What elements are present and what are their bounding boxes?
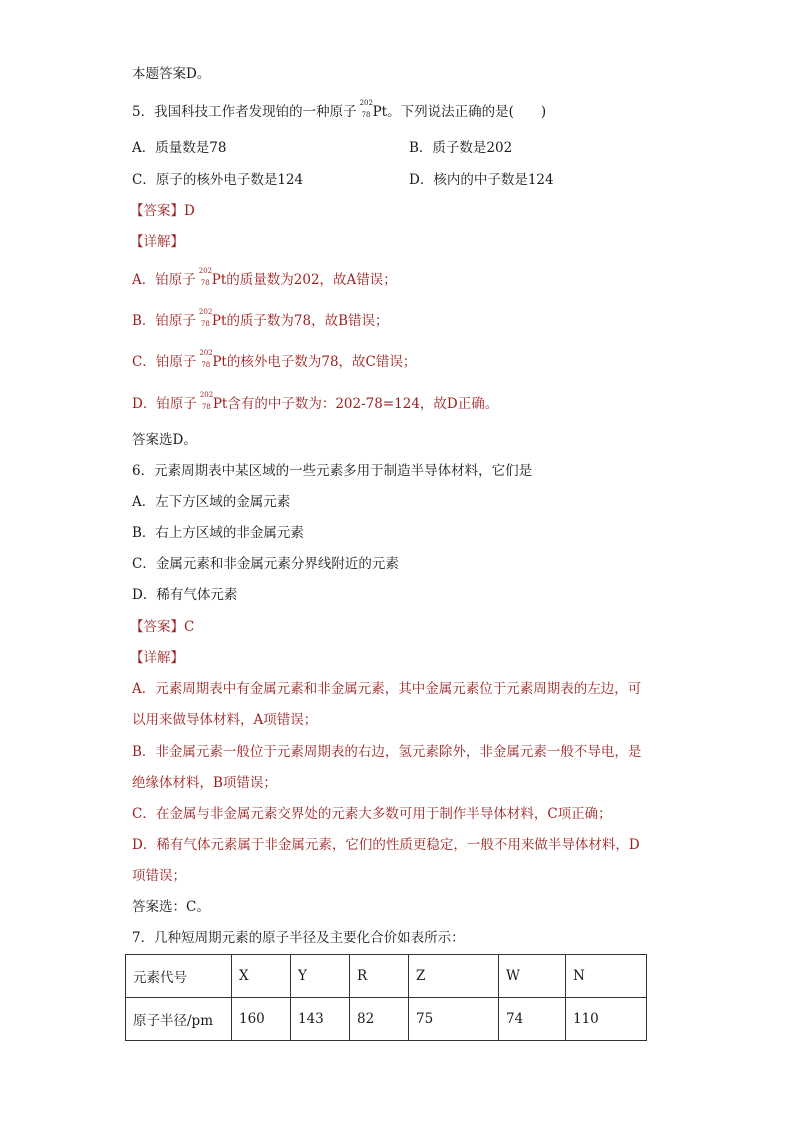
q5-stem [132,99,547,121]
q6-explain-line: 项错误； [132,868,186,884]
q6-explain-line: 绝缘体材料，B项错误； [132,775,277,791]
q7-stem: 7．几种短周期元素的原子半径及主要化合价如表所示： [132,930,465,946]
table-cell: 143 [291,998,350,1041]
table-cell: N [566,955,647,998]
q5-explain-c: C．铂原子 202 78 Pt的核外电子数为78，故C错误； [132,349,417,370]
q6-final-answer: 答案选：C。 [132,899,210,915]
q6-option-c[interactable]: C．金属元素和非金属元素分界线附近的元素 [132,556,399,572]
q6-explain-line: A．元素周期表中有金属元素和非金属元素，其中金属元素位于元素周期表的左边，可 [132,681,642,697]
table-cell: 75 [409,998,499,1041]
q6-explain-line: B．非金属元素一般位于元素周期表的右边，氢元素除外，非金属元素一般不导电，是 [132,744,642,760]
nuclide-symbol: 202 78 [198,308,213,328]
q5-explain-a: A．铂原子 202 78 Pt的质量数为202，故A错误； [132,267,397,288]
table-row [126,955,647,998]
table-cell: W [499,955,566,998]
q5-option-b[interactable]: B．质子数是202 [409,140,513,156]
q6-explain-line: C．在金属与非金属元素交界处的元素大多数可用于制作半导体材料，C项正确； [132,806,612,822]
q6-detail-tag: 【详解】 [130,650,184,666]
table-cell: 110 [566,998,647,1041]
q5-detail-tag: 【详解】 [130,234,184,250]
table-row [126,998,647,1041]
q6-option-d[interactable]: D．稀有气体元素 [132,587,238,603]
q5-answer-tag: 【答案】D [130,203,195,219]
q6-stem: 6．元素周期表中某区域的一些元素多用于制造半导体材料，它们是 [132,463,533,479]
q5-option-c[interactable]: C．原子的核外电子数是124 [132,172,304,188]
element-symbol: Pt [372,104,388,120]
table-cell: 74 [499,998,566,1041]
table-cell: X [232,955,291,998]
q5-option-a[interactable]: A．质量数是78 [132,140,227,156]
q5-explain-b: B．铂原子 202 78 Pt的质子数为78，故B错误； [132,308,389,329]
top-answer-line: 本题答案D。 [132,66,211,82]
q6-explain-line: D．稀有气体元素属于非金属元素，它们的性质更稳定，一般不用来做半导体材料，D [132,837,640,853]
table-cell: Z [409,955,499,998]
table-cell: 82 [350,998,409,1041]
q5-explain-d: D．铂原子 202 78 Pt含有的中子数为：202-78=124，故D正确。 [132,391,499,412]
element-data-table [125,954,647,1041]
q5-option-d[interactable]: D．核内的中子数是124 [409,172,554,188]
q5-stem-post: 。下列说法正确的是( ) [387,104,547,120]
table-header-cell: 元素代号 [126,955,232,998]
q6-option-a[interactable]: A．左下方区域的金属元素 [132,494,291,510]
q6-option-b[interactable]: B．右上方区域的非金属元素 [132,525,304,541]
nuclide-symbol: 202 78 [198,267,213,287]
q5-stem-pre: 5．我国科技工作者发现铂的一种原子 [132,104,357,120]
table-cell: 160 [232,998,291,1041]
q6-explain-line: 以用来做导体材料，A项错误； [132,712,318,728]
nuclide-symbol: 202 78 [359,99,373,119]
nuclide-symbol: 202 78 [199,349,213,369]
q5-final-answer: 答案选D。 [132,432,197,448]
table-cell: R [350,955,409,998]
q6-answer-tag: 【答案】C [130,619,195,635]
nuclide-symbol: 202 78 [199,391,214,411]
table-cell: Y [291,955,350,998]
table-header-cell: 原子半径/pm [126,998,232,1041]
